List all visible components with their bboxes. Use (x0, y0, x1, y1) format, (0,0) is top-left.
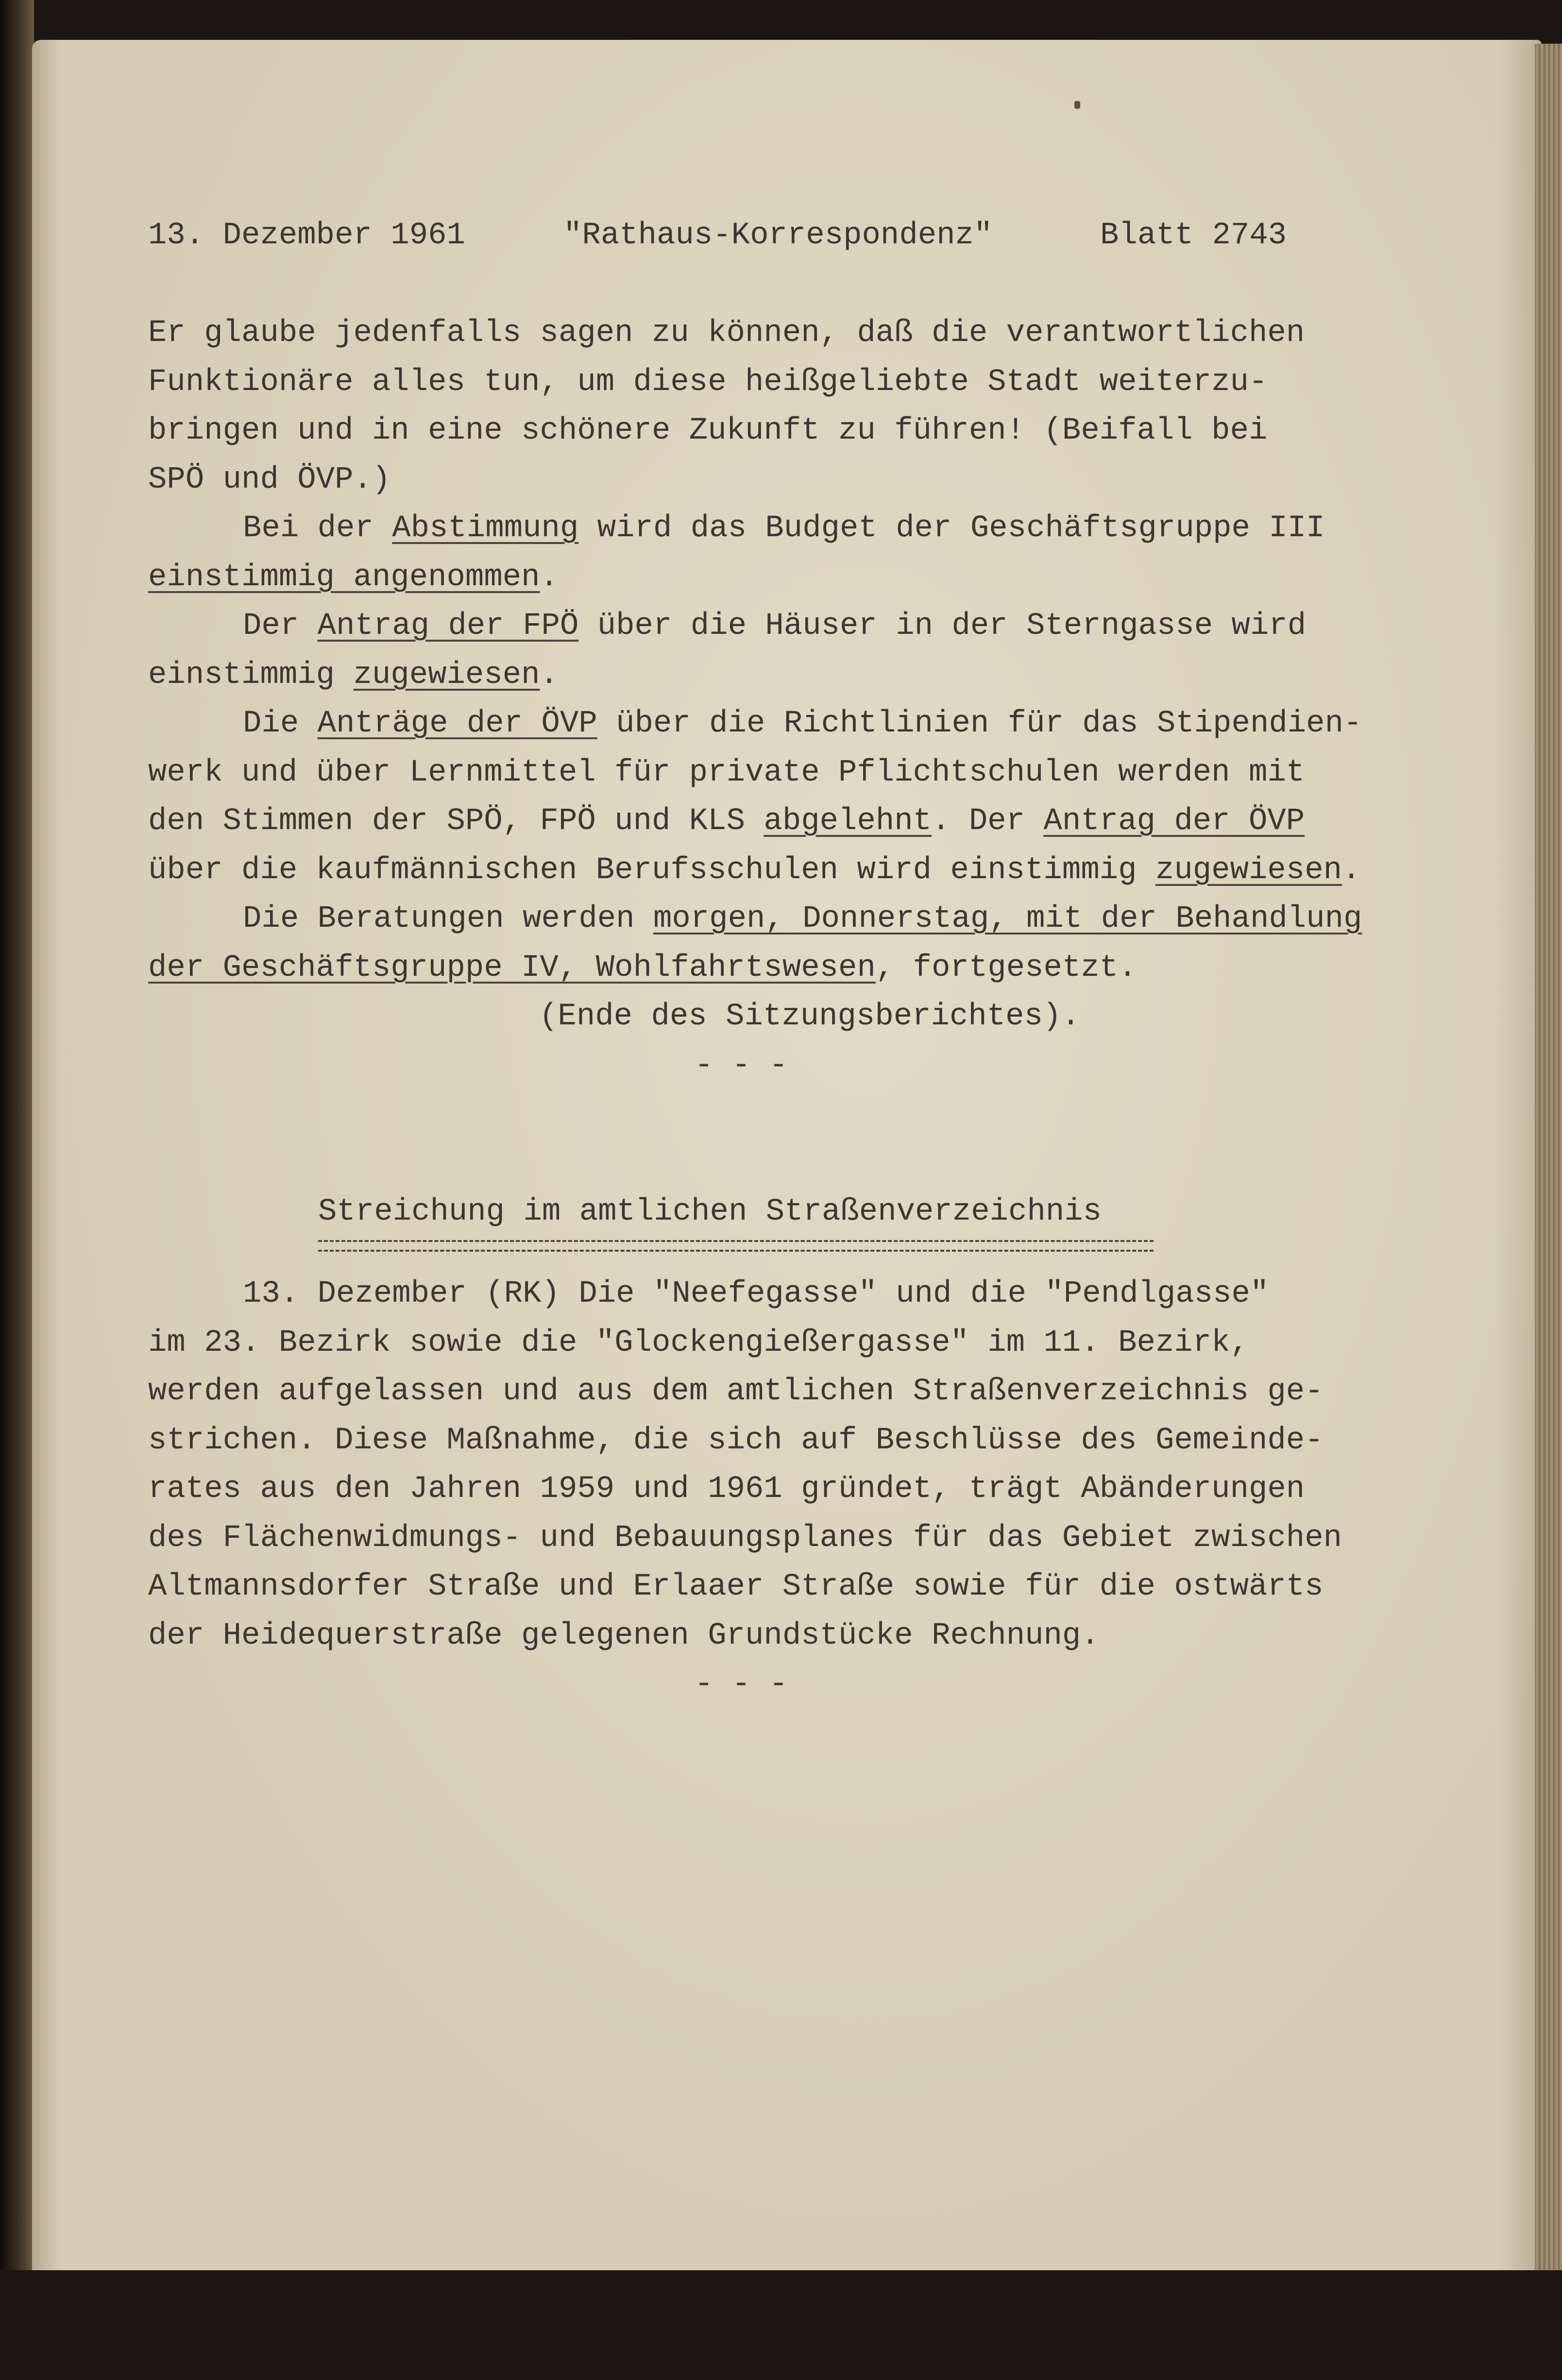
p4-text: über die Richtlinien für das Stipendien- (597, 706, 1362, 741)
p3-text: über die Häuser in der Sterngasse wird (578, 609, 1307, 644)
p5-text: Die Beratungen werden (243, 901, 653, 936)
p3-text: Der (243, 609, 318, 644)
p4-underlined-antrag: Antrag der ÖVP (1043, 804, 1305, 839)
p1-line-3: bringen und in eine schönere Zukunft zu führen! (Beifall bei (148, 413, 1268, 448)
p5-line-2 (148, 944, 1137, 992)
section-separator-1: - - - (695, 1048, 788, 1083)
p4-text: . (1342, 853, 1361, 888)
s2-line-1: 13. Dezember (RK) Die "Neefegasse" und die "Pendlgasse" (243, 1276, 1269, 1311)
section-title: Streichung im amtlichen Straßenverzeichnis (318, 1194, 1102, 1229)
p4-line-4 (148, 846, 1360, 895)
s2-line-8: der Heidequerstraße gelegenen Grundstücke Rechnung. (148, 1618, 1100, 1653)
s2-line-4: strichen. Diese Maßnahme, die sich auf Beschlüsse des Gemeinde- (148, 1423, 1324, 1458)
p5-text: , fortgesetzt. (875, 951, 1137, 986)
header-date: 13. Dezember 1961 (148, 218, 465, 253)
s2-line-2: im 23. Bezirk sowie die "Glockengießergasse" im 11. Bezirk, (148, 1326, 1249, 1360)
p3-underlined-antrag: Antrag der FPÖ (317, 609, 579, 644)
p4-line-2: werk und über Lernmittel für private Pflichtschulen werden mit (148, 755, 1305, 790)
p4-underlined-antraege: Anträge der ÖVP (317, 706, 597, 741)
p3-text: . (540, 658, 559, 693)
p4-text: . Der (932, 804, 1044, 839)
p5-underlined-schedule: morgen, Donnerstag, mit der Behandlung (653, 901, 1362, 936)
p4-line-1 (243, 699, 1362, 748)
p4-text: über die kaufmännischen Berufsschulen wird einstimmig (148, 853, 1155, 888)
p2-text: wird das Budget der Geschäftsgruppe III (578, 511, 1325, 546)
p4-line-3 (148, 797, 1305, 846)
p3-underlined-result: zugewiesen (353, 658, 540, 693)
p5-line-1 (243, 895, 1362, 943)
s2-line-5: rates aus den Jahren 1959 und 1961 gründet, trägt Abänderungen (148, 1472, 1305, 1507)
p2-line-1 (243, 504, 1325, 553)
p1-line-2: Funktionäre alles tun, um diese heißgeliebte Stadt weiterzu- (148, 365, 1268, 400)
p3-line-1 (243, 602, 1306, 650)
p1-line-4: SPÖ und ÖVP.) (148, 462, 391, 497)
p3-text: einstimmig (148, 658, 354, 693)
p3-line-2 (148, 651, 559, 699)
p4-text: Die (243, 706, 318, 741)
closing-note: (Ende des Sitzungsberichtes). (539, 999, 1080, 1034)
p5-underlined-group: der Geschäftsgruppe IV, Wohlfahrtswesen (148, 951, 876, 986)
s2-line-3: werden aufgelassen und aus dem amtlichen Straßenverzeichnis ge- (148, 1374, 1324, 1409)
p2-text: . (540, 560, 559, 595)
s2-line-6: des Flächenwidmungs- und Bebauungsplanes für das Gebiet zwischen (148, 1521, 1342, 1556)
title-double-underline (318, 1240, 1154, 1252)
p2-underlined-result: einstimmig angenommen (148, 560, 540, 595)
header-sheet-number: Blatt 2743 (1100, 218, 1287, 253)
p2-text: Bei der (243, 511, 392, 546)
section-separator-2: - - - (695, 1667, 788, 1702)
s2-line-7: Altmannsdorfer Straße und Erlaaer Straße sowie für die ostwärts (148, 1569, 1324, 1604)
header-publication: "Rathaus-Korrespondenz" (563, 218, 993, 253)
p2-line-2 (148, 553, 559, 602)
p4-underlined-result: abgelehnt (764, 804, 932, 839)
p1-line-1: Er glaube jedenfalls sagen zu können, daß die verantwortlichen (148, 316, 1305, 351)
p4-text: den Stimmen der SPÖ, FPÖ und KLS (148, 804, 764, 839)
p4-underlined-result-2: zugewiesen (1155, 853, 1342, 888)
p2-underlined-abstimmung: Abstimmung (392, 511, 579, 546)
